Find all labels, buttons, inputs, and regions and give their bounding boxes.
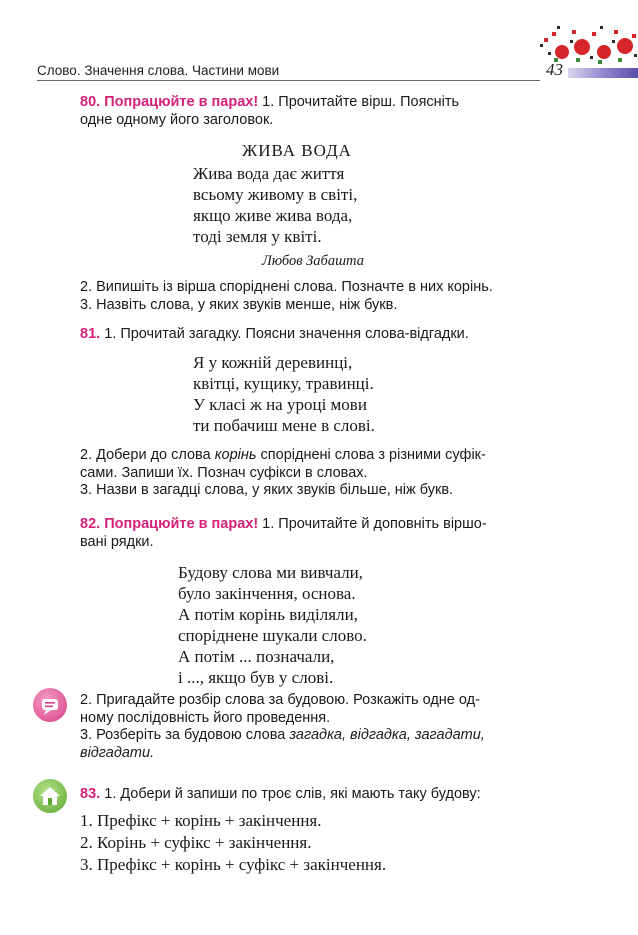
riddle: [193, 352, 375, 436]
ex82-task3-a: 3. Розберіть за будовою слова: [80, 727, 290, 743]
riddle-line: ти побачиш мене в слові.: [193, 416, 375, 435]
ex81-task2-a: 2. Добери до слова: [80, 447, 215, 463]
ex82-task3-words: загадка, відгадка, загадати,: [289, 727, 485, 743]
structure-item: 3. Префікс + корінь + суфікс + закінчення.: [80, 855, 387, 874]
ex80-number: 80.: [80, 94, 101, 110]
ex82-tasks: [80, 692, 560, 762]
page-number: 43: [546, 60, 563, 79]
poem-line: А потім ... позначали,: [178, 647, 335, 666]
ex80-line2: одне одному його заголовок.: [80, 111, 274, 128]
ex80-task2: 2. Випишіть із вірша споріднені слова. Позначте в них корінь.: [80, 279, 493, 295]
ex82-line2: вані рядки.: [80, 533, 154, 550]
poem-author: Любов Забашта: [262, 253, 364, 269]
ex80-tasks: [80, 279, 560, 314]
poem-line: і ..., якщо був у слові.: [178, 668, 334, 687]
ex82-instruction: [80, 516, 560, 551]
ex80-task3: 3. Назвіть слова, у яких звуків менше, ніж букв.: [80, 296, 398, 313]
ex81-tasks: [80, 447, 560, 500]
ex81-task3: 3. Назви в загадці слова, у яких звуків більше, ніж букв.: [80, 482, 454, 498]
header-rule: [37, 80, 540, 81]
structure-item: 2. Корінь + суфікс + закінчення.: [80, 833, 312, 852]
ex82-poem: [178, 562, 367, 688]
ex83-number: 83.: [80, 786, 101, 802]
ex81-line1: 1. Прочитай загадку. Поясни значення слова-відгадки.: [100, 326, 469, 342]
chapter-title: Слово. Значення слова. Частини мови: [37, 63, 280, 78]
ex81-task2-word: корінь: [214, 447, 257, 463]
ex81-instruction: [80, 326, 560, 344]
ex81-task2-line2: сами. Запиши їх. Познач суфікси в словах.: [80, 464, 368, 481]
ex82-line1: 1. Прочитайте й доповніть віршо-: [258, 516, 487, 532]
poem-line: якщо живе жива вода,: [193, 206, 353, 225]
ex80-instruction: [80, 94, 560, 129]
ex82-pair-work: Попрацюйте в парах!: [104, 516, 259, 532]
ex80-line1: 1. Прочитайте вірш. Поясніть: [258, 94, 460, 110]
poem-line: Будову слова ми вивчали,: [178, 563, 363, 582]
structure-item: 1. Префікс + корінь + закінчення.: [80, 811, 322, 830]
poem-line: споріднене шукали слово.: [178, 626, 367, 645]
poem-line: Жива вода дає життя: [193, 164, 345, 183]
ex80-pair-work: Попрацюйте в парах!: [104, 94, 259, 110]
ex83-line1: 1. Добери й запиши по троє слів, які мають таку будову:: [100, 786, 481, 802]
ex82-number: 82.: [80, 516, 101, 532]
riddle-line: Я у кожній деревинці,: [193, 353, 353, 372]
ex81-task2-b: споріднені слова з різними суфік-: [256, 447, 486, 463]
ex82-task2-line2: ному послідовність його проведення.: [80, 709, 331, 726]
poem-line: А потім корінь виділяли,: [178, 605, 358, 624]
ex82-task3-words2: відгадати.: [80, 744, 155, 761]
house-icon: [33, 779, 67, 813]
speech-bubble-icon: [33, 688, 67, 722]
ex80-poem: [193, 163, 357, 247]
poem-line: всьому живому в світі,: [193, 185, 358, 204]
poem-title: ЖИВА ВОДА: [242, 141, 352, 160]
poem-line: тоді земля у квіті.: [193, 227, 322, 246]
ex83-instruction: [80, 786, 560, 804]
embroidery-ornament: [522, 22, 638, 70]
page-number-bar: [568, 68, 638, 78]
ex83-structures: [80, 810, 386, 876]
riddle-line: У класі ж на уроці мови: [193, 395, 367, 414]
ex81-number: 81.: [80, 326, 101, 342]
riddle-line: квітці, кущику, травинці.: [193, 374, 374, 393]
poem-line: було закінчення, основа.: [178, 584, 356, 603]
ex82-task2-line1: 2. Пригадайте розбір слова за будовою. Розкажіть одне од-: [80, 692, 480, 708]
